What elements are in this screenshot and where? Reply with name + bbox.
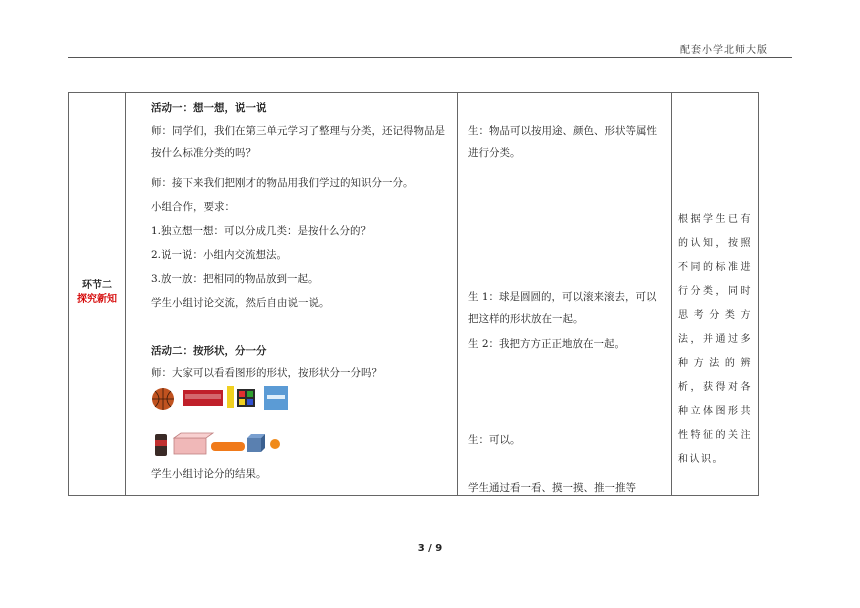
cylinder-icon [211,442,245,451]
student-response: 生 2：我把方方正正地放在一起。 [468,338,626,350]
teacher-paragraph: 学生小组讨论分的结果。 [151,468,267,480]
teacher-paragraph: 2.说一说：小组内交流想法。 [151,249,288,261]
objects-row-1 [151,386,291,416]
teacher-paragraph [126,120,451,164]
student-activity-column [458,93,671,495]
header-title: 配套小学北师大版 [680,45,768,56]
teacher-paragraph: 小组合作，要求： [151,201,235,213]
student-response: 生 1：球是圆圆的，可以滚来滚去，可以把这样的形状放在一起。 [468,291,657,325]
objects-row-2 [151,432,291,462]
teacher-paragraph: 师：大家可以看看图形的形状，按形状分一分吗？ [151,367,382,379]
teacher-paragraph: 师：接下来我们把刚才的物品用我们学过的知识分一分。 [151,177,414,189]
page-number: 3 / 9 [417,543,443,554]
design-intent: 根据学生已有的认知，按照不同的标准进行分类，同时思考分类方法，并通过多种方法的辨析，获得对各种立体图形共性特征的关注和认识。 [678,214,752,465]
lesson-table [68,92,759,496]
activity2-title: 活动二：按形状，分一分 [151,345,267,357]
student-response: 生：可以。 [468,434,521,446]
stage-label [69,279,125,307]
student-response: 学生通过看一看、摸一摸、推一推等 [468,482,636,494]
teacher-paragraph: 3.放一放：把相同的物品放到一起。 [151,273,319,285]
header-divider [68,57,792,58]
stage-line2: 探究新知 [77,294,117,305]
ball-icon [270,439,280,449]
teacher-text: 师：同学们，我们在第三单元学习了整理与分类，还记得物品是按什么标准分类的吗？ [151,125,445,159]
glue-stick-icon [227,386,234,408]
teacher-paragraph: 学生小组讨论交流，然后自由说一说。 [151,297,330,309]
teacher-activity-column [126,93,457,495]
cube-icon [247,438,261,452]
gift-box-icon [174,438,206,454]
teacher-paragraph: 1.独立想一想：可以分成几类：是按什么分的？ [151,225,372,237]
stage-line1: 环节二 [82,280,112,291]
activity1-title: 活动一：想一想，说一说 [151,102,267,114]
student-response: 生：物品可以按用途、颜色、形状等属性进行分类。 [468,125,657,159]
